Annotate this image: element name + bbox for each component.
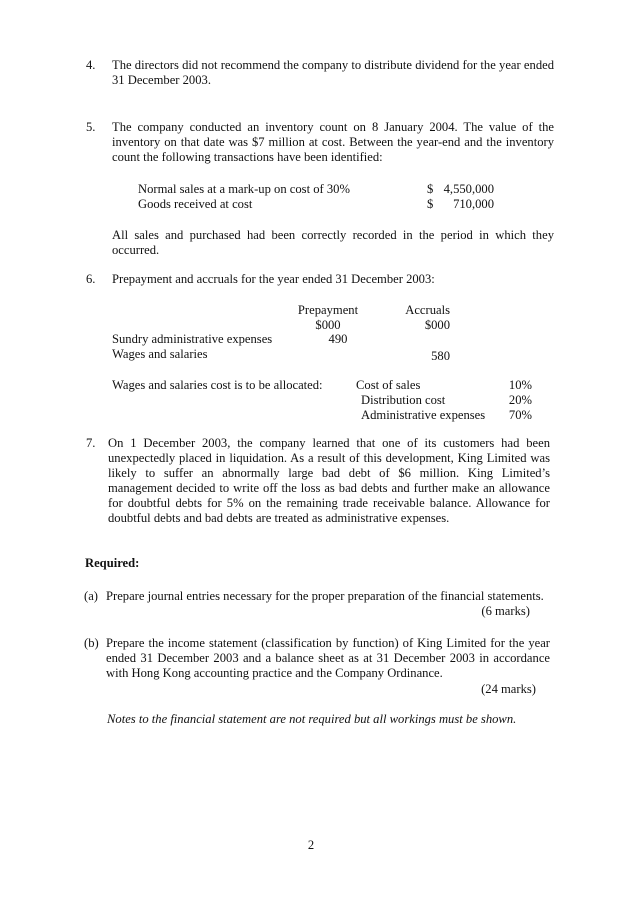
- accruals-unit: $000: [424, 318, 450, 332]
- item-7-number: 7.: [86, 436, 96, 450]
- part-b-marks: (24 marks): [481, 682, 536, 696]
- item-6-row-1-label: Sundry administrative expenses: [112, 332, 273, 346]
- allocation-2-pct: 20%: [508, 393, 532, 407]
- item-5-text: [112, 120, 554, 165]
- page-number: 2: [307, 838, 315, 852]
- part-a-label: (a): [84, 589, 98, 603]
- item-5-note: [112, 228, 554, 258]
- allocation-3-name: Administrative expenses: [361, 408, 486, 422]
- item-5-row-1-dollar: $: [427, 182, 434, 196]
- item-7-paragraph: On 1 December 2003, the company learned that one of its customers had been unexpectedly placed in liquidation. As a result of this development, King Limited was likely to suffer an abnormally large bad debt of $6 million. King Limited’s management decided to write off the loss as bad debts and further make an allowance for doubtful debts for 5% on the remaining trade receivable balance. Allowance for doubtful debts and bad debts are treated as administrative expenses.: [108, 436, 550, 525]
- item-5-row-1-amount: 4,550,000: [443, 182, 494, 196]
- part-b-text: [106, 636, 550, 681]
- item-7-text: [108, 436, 550, 526]
- item-5-number: 5.: [86, 120, 96, 134]
- prepayment-unit: $000: [315, 318, 341, 332]
- item-5-row-2-dollar: $: [427, 197, 434, 211]
- allocation-2-name: Distribution cost: [361, 393, 446, 407]
- item-6-row-2-accruals: 580: [431, 349, 450, 363]
- item-4-text: [112, 58, 554, 88]
- item-5-note-paragraph: All sales and purchased had been correctly recorded in the period in which they occurred.: [112, 228, 554, 257]
- item-6-title: Prepayment and accruals for the year ended 31 December 2003:: [112, 272, 435, 286]
- part-a-text: [106, 589, 550, 604]
- item-5-row-2-label: Goods received at cost: [138, 197, 253, 211]
- workings-note: Notes to the financial statement are not required but all workings must be shown.: [107, 712, 517, 726]
- allocation-3-pct: 70%: [508, 408, 532, 422]
- accruals-header: Accruals: [405, 303, 450, 317]
- part-a-paragraph: Prepare journal entries necessary for the proper preparation of the financial statements.: [106, 589, 544, 603]
- prepayment-header: Prepayment: [297, 303, 359, 317]
- allocation-1-name: Cost of sales: [356, 378, 421, 392]
- item-4-paragraph: The directors did not recommend the company to distribute dividend for the year ended 31 December 2003.: [112, 58, 554, 87]
- item-5-row-1-label: Normal sales at a mark-up on cost of 30%: [138, 182, 350, 196]
- item-6-number: 6.: [86, 272, 96, 286]
- item-5-paragraph: The company conducted an inventory count on 8 January 2004. The value of the inventory on that date was $7 million at cost. Between the year-end and the inventory count the following transactions have been identified:: [112, 120, 554, 164]
- item-4-number: 4.: [86, 58, 96, 72]
- item-6-row-2-label: Wages and salaries: [112, 347, 208, 361]
- part-b-paragraph: Prepare the income statement (classification by function) of King Limited for the year ended 31 December 2003 and a balance sheet as at 31 December 2003 in accordance with Hong Kong accounting practice and the Company Ordinance.: [106, 636, 550, 680]
- item-5-row-2-amount: 710,000: [453, 197, 494, 211]
- item-6-row-1-prepayment: 490: [328, 332, 348, 346]
- allocation-label: Wages and salaries cost is to be allocated:: [112, 378, 323, 392]
- part-b-label: (b): [84, 636, 99, 650]
- required-heading: Required:: [85, 556, 140, 570]
- part-a-marks: (6 marks): [481, 604, 530, 618]
- allocation-1-pct: 10%: [508, 378, 532, 392]
